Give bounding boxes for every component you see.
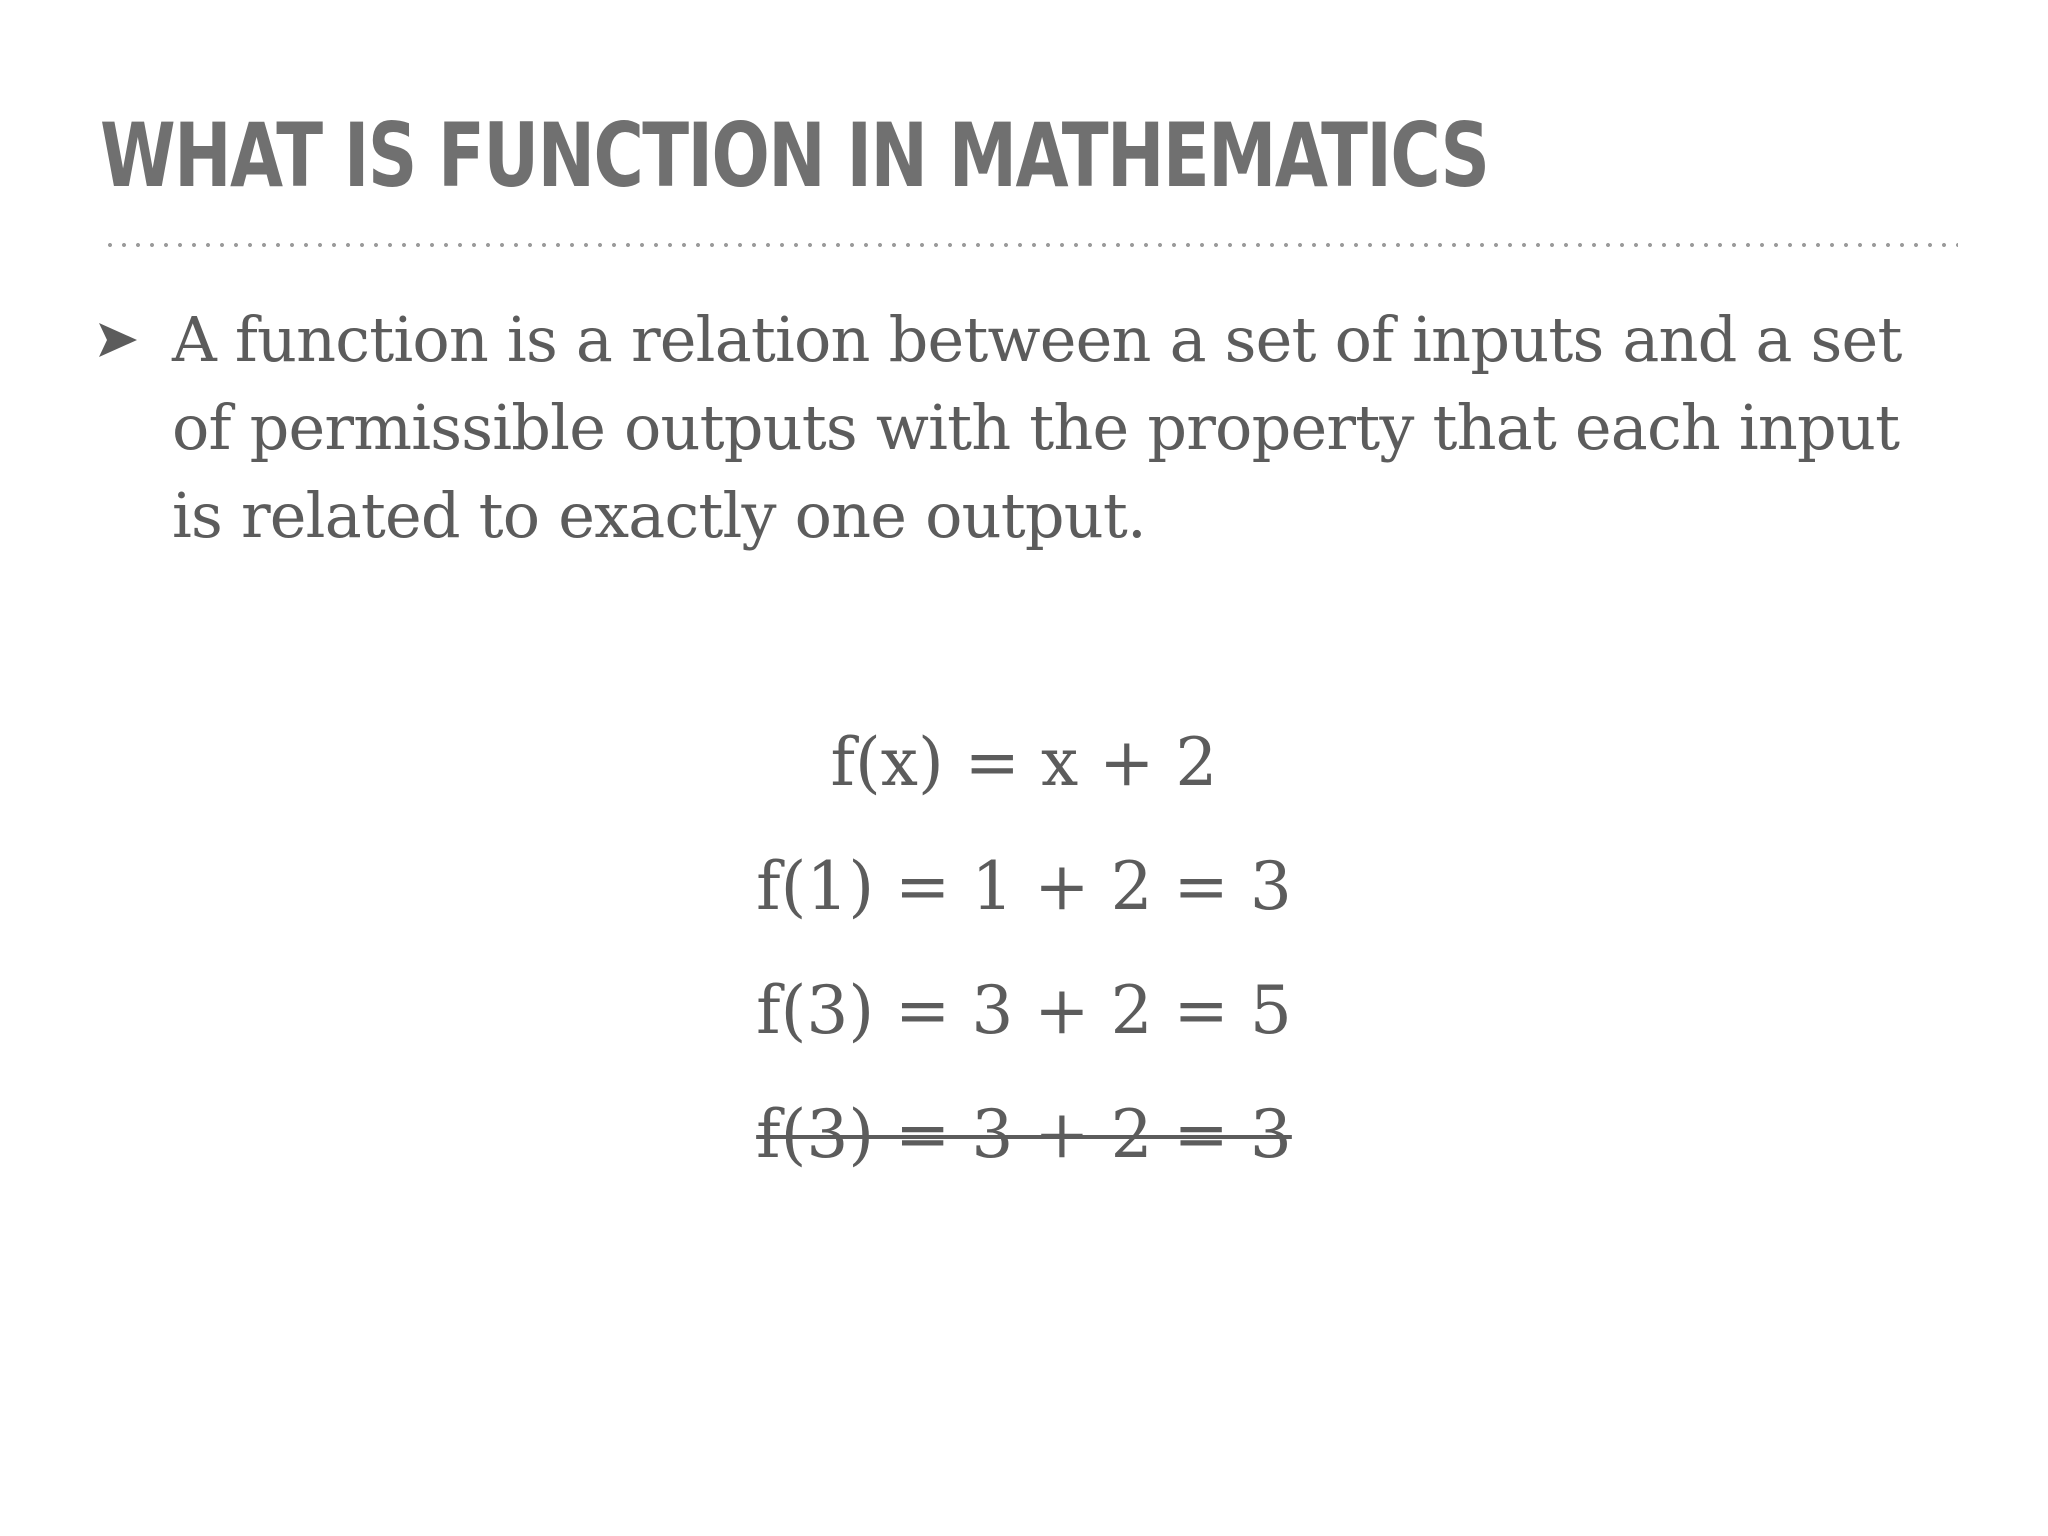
equation-definition: f(x) = x + 2: [830, 724, 1218, 801]
slide-title: WHAT IS FUNCTION IN MATHEMATICS: [100, 104, 1489, 207]
dotted-divider: [103, 242, 1958, 248]
equation-example-1: f(1) = 1 + 2 = 3: [756, 848, 1292, 925]
bullet-text: A function is a relation between a set of inputs and a set of permissible outputs with the property that each input is related to exactly one output.: [172, 303, 1902, 552]
arrowhead-bullet-icon: [98, 322, 138, 358]
equation-crossed-out: f(3) = 3 + 2 = 3: [756, 1096, 1292, 1173]
equation-example-2: f(3) = 3 + 2 = 5: [756, 972, 1292, 1049]
